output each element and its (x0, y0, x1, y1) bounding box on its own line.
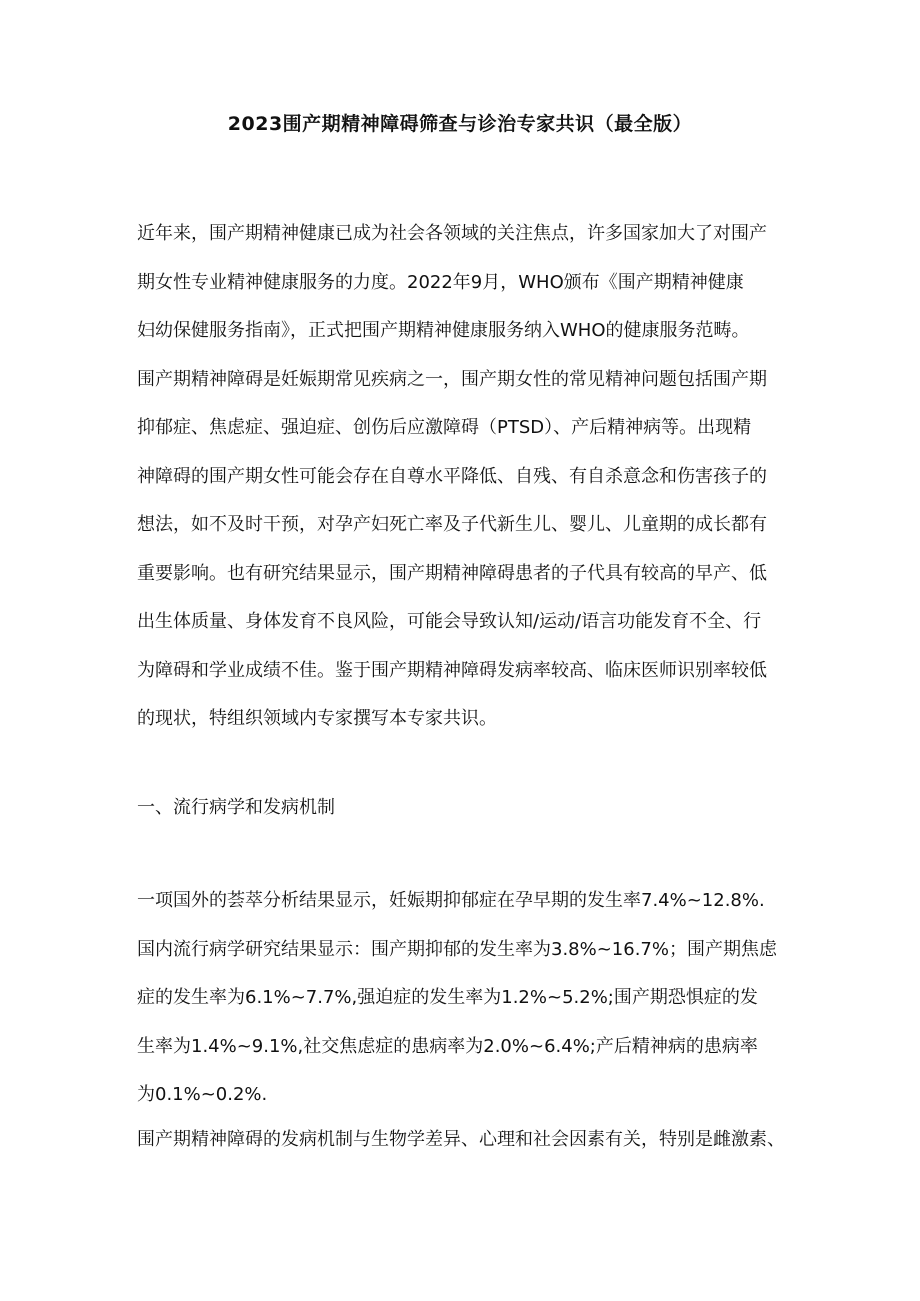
section-heading: 一、流行病学和发病机制 (137, 797, 335, 818)
text-line: 想法，如不及时干预，对孕产妇死亡率及子代新生儿、婴儿、儿童期的成长都有 (137, 514, 767, 535)
text-line: 围产期精神障碍是妊娠期常见疾病之一，围产期女性的常见精神问题包括围产期 (137, 368, 767, 390)
text-line: 妇幼保健服务指南》，正式把围产期精神健康服务纳入WHO的健康服务范畴。 (137, 320, 750, 341)
text-line: 生率为1.4%~9.1%,社交焦虑症的患病率为2.0%~6.4%;产后精神病的患病率 (137, 1035, 758, 1057)
text-line: 一项国外的荟萃分析结果显示，妊娠期抑郁症在孕早期的发生率7.4%~12.8%. (137, 890, 765, 911)
text-line: 为0.1%~0.2%. (137, 1084, 268, 1105)
epidemiology-paragraph (137, 877, 785, 1120)
text-line: 围产期精神障碍的发病机制与生物学差异、心理和社会因素有关，特别是雌激素、 (137, 1129, 785, 1150)
text-line: 国内流行病学研究结果显示：围产期抑郁的发生率为3.8%~16.7%；围产期焦虑 (137, 938, 777, 960)
text-line: 症的发生率为6.1%~7.7%,强迫症的发生率为1.2%~5.2%;围产期恐惧症的发 (137, 987, 758, 1008)
text-line: 为障碍和学业成绩不佳。鉴于围产期精神障碍发病率较高、临床医师识别率较低 (137, 659, 767, 681)
text-line: 抑郁症、焦虑症、强迫症、创伤后应激障碍（PTSD）、产后精神病等。出现精 (137, 417, 752, 438)
document-title: 2023围产期精神障碍筛查与诊治专家共识（最全版） (227, 113, 693, 135)
text-line: 重要影响。也有研究结果显示，围产期精神障碍患者的子代具有较高的早产、低 (137, 562, 767, 584)
text-line: 的现状，特组织领域内专家撰写本专家共识。 (137, 708, 497, 729)
text-line: 期女性专业精神健康服务的力度。2022年9月，WHO颁布《围产期精神健康 (137, 271, 744, 293)
text-line: 近年来，围产期精神健康已成为社会各领域的关注焦点，许多国家加大了对围产 (137, 223, 767, 244)
mechanism-paragraph (137, 1116, 785, 1165)
text-line: 神障碍的围产期女性可能会存在自尊水平降低、自残、有自杀意念和伤害孩子的 (137, 465, 767, 487)
intro-paragraph (137, 210, 785, 744)
text-line: 出生体质量、身体发育不良风险，可能会导致认知/运动/语言功能发育不全、行 (137, 611, 762, 632)
